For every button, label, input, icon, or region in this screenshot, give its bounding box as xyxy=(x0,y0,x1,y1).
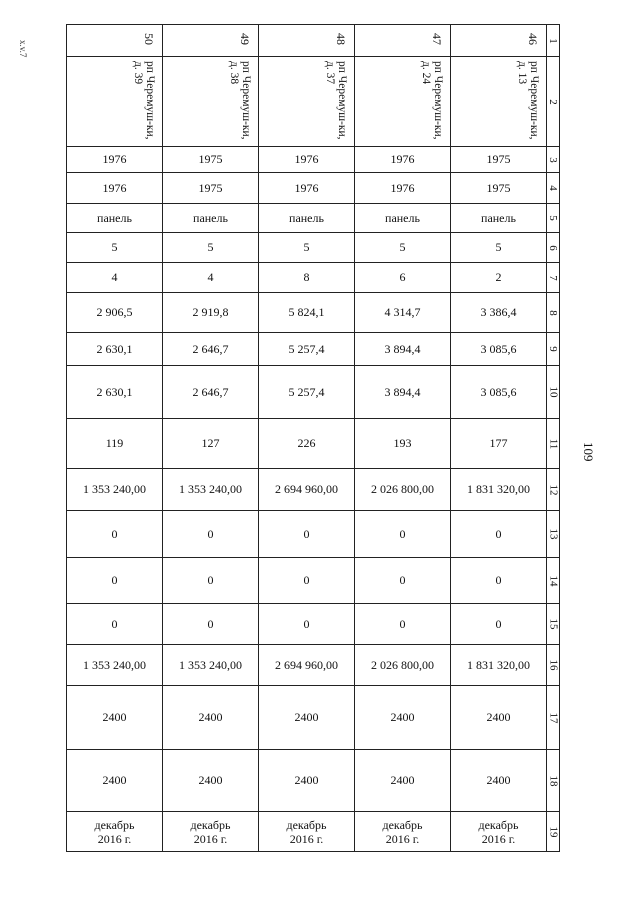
table-cell: 193 xyxy=(355,419,451,469)
corner-mark: x.v.7 xyxy=(18,40,28,58)
table-cell: 2 646,7 xyxy=(163,366,259,419)
table-cell: 5 xyxy=(67,233,163,263)
row-13 xyxy=(67,511,560,558)
table-cell: 3 894,4 xyxy=(355,366,451,419)
table-cell: 0 xyxy=(355,511,451,558)
table-cell: панель xyxy=(355,204,451,233)
table-cell: 2 026 800,00 xyxy=(355,645,451,686)
table-cell: 5 257,4 xyxy=(259,366,355,419)
column-index: 16 xyxy=(547,645,560,686)
address-cell xyxy=(163,57,259,147)
table-cell: 4 314,7 xyxy=(355,293,451,333)
column-index: 5 xyxy=(547,204,560,233)
column-index: 2 xyxy=(547,57,560,147)
address-cell xyxy=(451,57,547,147)
row-10 xyxy=(67,366,560,419)
table-cell: 2 630,1 xyxy=(67,333,163,366)
column-index: 13 xyxy=(547,511,560,558)
column-index: 9 xyxy=(547,333,560,366)
table-cell: 2400 xyxy=(355,750,451,812)
house-number-cell xyxy=(67,25,163,57)
table-cell: 1976 xyxy=(67,173,163,204)
table-cell: 2400 xyxy=(163,686,259,750)
table-cell: 1975 xyxy=(451,173,547,204)
column-index: 15 xyxy=(547,604,560,645)
row-house-number xyxy=(67,25,560,57)
row-19 xyxy=(67,812,560,852)
address-cell xyxy=(355,57,451,147)
table-cell: 2 906,5 xyxy=(67,293,163,333)
table-cell: 0 xyxy=(163,604,259,645)
column-index: 3 xyxy=(547,147,560,173)
table-cell: декабрь 2016 г. xyxy=(259,812,355,852)
table-cell: декабрь 2016 г. xyxy=(451,812,547,852)
table-cell: 5 257,4 xyxy=(259,333,355,366)
table-cell: панель xyxy=(259,204,355,233)
table-cell: 1 353 240,00 xyxy=(67,469,163,511)
table-cell: 2400 xyxy=(67,750,163,812)
table-cell: 0 xyxy=(451,511,547,558)
table-cell: декабрь 2016 г. xyxy=(355,812,451,852)
house-number: 48 xyxy=(334,33,348,45)
table-cell: 5 824,1 xyxy=(259,293,355,333)
table-cell: 0 xyxy=(259,511,355,558)
table-cell: 0 xyxy=(451,558,547,604)
table-cell: 1975 xyxy=(163,147,259,173)
table-cell: 1 353 240,00 xyxy=(163,645,259,686)
address-text: рп Черемуш-ки, д. 24 xyxy=(419,61,444,140)
table-cell: 1975 xyxy=(163,173,259,204)
table-cell: 0 xyxy=(259,558,355,604)
table-cell: 1976 xyxy=(355,173,451,204)
row-17 xyxy=(67,686,560,750)
table-cell: 3 386,4 xyxy=(451,293,547,333)
column-index: 12 xyxy=(547,469,560,511)
table-cell: 1976 xyxy=(355,147,451,173)
table-cell: 2400 xyxy=(259,686,355,750)
house-number-cell xyxy=(259,25,355,57)
address-cell xyxy=(259,57,355,147)
column-index: 8 xyxy=(547,293,560,333)
table-cell: 0 xyxy=(451,604,547,645)
table-cell: 2400 xyxy=(355,686,451,750)
row-8 xyxy=(67,293,560,333)
table-cell: 1976 xyxy=(67,147,163,173)
table-cell: 2 694 960,00 xyxy=(259,469,355,511)
column-index: 14 xyxy=(547,558,560,604)
table-cell: панель xyxy=(67,204,163,233)
table-cell: 0 xyxy=(163,511,259,558)
table-cell: 2400 xyxy=(163,750,259,812)
table-cell: 5 xyxy=(259,233,355,263)
table-cell: 0 xyxy=(259,604,355,645)
table-cell: 3 085,6 xyxy=(451,366,547,419)
house-number: 49 xyxy=(238,33,252,45)
house-number: 47 xyxy=(430,33,444,45)
column-index: 19 xyxy=(547,812,560,852)
table-cell: 2 919,8 xyxy=(163,293,259,333)
table-cell: 3 085,6 xyxy=(451,333,547,366)
row-16 xyxy=(67,645,560,686)
table-cell: 1 831 320,00 xyxy=(451,645,547,686)
table-cell: 226 xyxy=(259,419,355,469)
table-cell: панель xyxy=(451,204,547,233)
house-number-cell xyxy=(163,25,259,57)
column-index: 1 xyxy=(547,25,560,57)
table-cell: 0 xyxy=(163,558,259,604)
column-index: 17 xyxy=(547,686,560,750)
table-cell: 1976 xyxy=(259,147,355,173)
table-cell: декабрь 2016 г. xyxy=(163,812,259,852)
column-index: 10 xyxy=(547,366,560,419)
table-cell: 5 xyxy=(355,233,451,263)
house-number-cell xyxy=(451,25,547,57)
table-cell: 119 xyxy=(67,419,163,469)
house-number: 46 xyxy=(526,33,540,45)
table-cell: 4 xyxy=(163,263,259,293)
table-cell: 0 xyxy=(355,604,451,645)
row-3 xyxy=(67,147,560,173)
address-text: рп Черемуш-ки, д. 39 xyxy=(131,61,156,140)
row-5 xyxy=(67,204,560,233)
row-7 xyxy=(67,263,560,293)
table-cell: 6 xyxy=(355,263,451,293)
table-cell: 2400 xyxy=(451,750,547,812)
table-cell: 2 630,1 xyxy=(67,366,163,419)
table-cell: 0 xyxy=(67,511,163,558)
house-number: 50 xyxy=(142,33,156,45)
row-address xyxy=(67,57,560,147)
table-cell: 127 xyxy=(163,419,259,469)
table-cell: 1 353 240,00 xyxy=(67,645,163,686)
table-cell: 8 xyxy=(259,263,355,293)
column-index: 4 xyxy=(547,173,560,204)
table-cell: панель xyxy=(163,204,259,233)
table-cell: 2400 xyxy=(67,686,163,750)
column-index: 11 xyxy=(547,419,560,469)
column-index: 7 xyxy=(547,263,560,293)
row-18 xyxy=(67,750,560,812)
table-cell: 4 xyxy=(67,263,163,293)
row-4 xyxy=(67,173,560,204)
table-cell: 2400 xyxy=(259,750,355,812)
table-cell: 5 xyxy=(451,233,547,263)
address-text: рп Черемуш-ки, д. 13 xyxy=(515,61,540,140)
row-12 xyxy=(67,469,560,511)
row-15 xyxy=(67,604,560,645)
house-number-cell xyxy=(355,25,451,57)
table-cell: декабрь 2016 г. xyxy=(67,812,163,852)
table-cell: 2400 xyxy=(451,686,547,750)
table-cell: 1 831 320,00 xyxy=(451,469,547,511)
column-index: 18 xyxy=(547,750,560,812)
table-cell: 2 646,7 xyxy=(163,333,259,366)
housing-table xyxy=(66,24,560,852)
row-14 xyxy=(67,558,560,604)
row-6 xyxy=(67,233,560,263)
table-cell: 0 xyxy=(67,558,163,604)
row-11 xyxy=(67,419,560,469)
table-cell: 2 694 960,00 xyxy=(259,645,355,686)
address-cell xyxy=(67,57,163,147)
table-cell: 3 894,4 xyxy=(355,333,451,366)
table-cell: 0 xyxy=(355,558,451,604)
table-cell: 1976 xyxy=(259,173,355,204)
row-9 xyxy=(67,333,560,366)
table-cell: 2 xyxy=(451,263,547,293)
table-cell: 177 xyxy=(451,419,547,469)
address-text: рп Черемуш-ки, д. 37 xyxy=(323,61,348,140)
table-cell: 1975 xyxy=(451,147,547,173)
table-cell: 0 xyxy=(67,604,163,645)
table-cell: 1 353 240,00 xyxy=(163,469,259,511)
table-cell: 2 026 800,00 xyxy=(355,469,451,511)
address-text: рп Черемуш-ки, д. 38 xyxy=(227,61,252,140)
page-number: 109 xyxy=(581,442,596,462)
table-cell: 5 xyxy=(163,233,259,263)
column-index: 6 xyxy=(547,233,560,263)
